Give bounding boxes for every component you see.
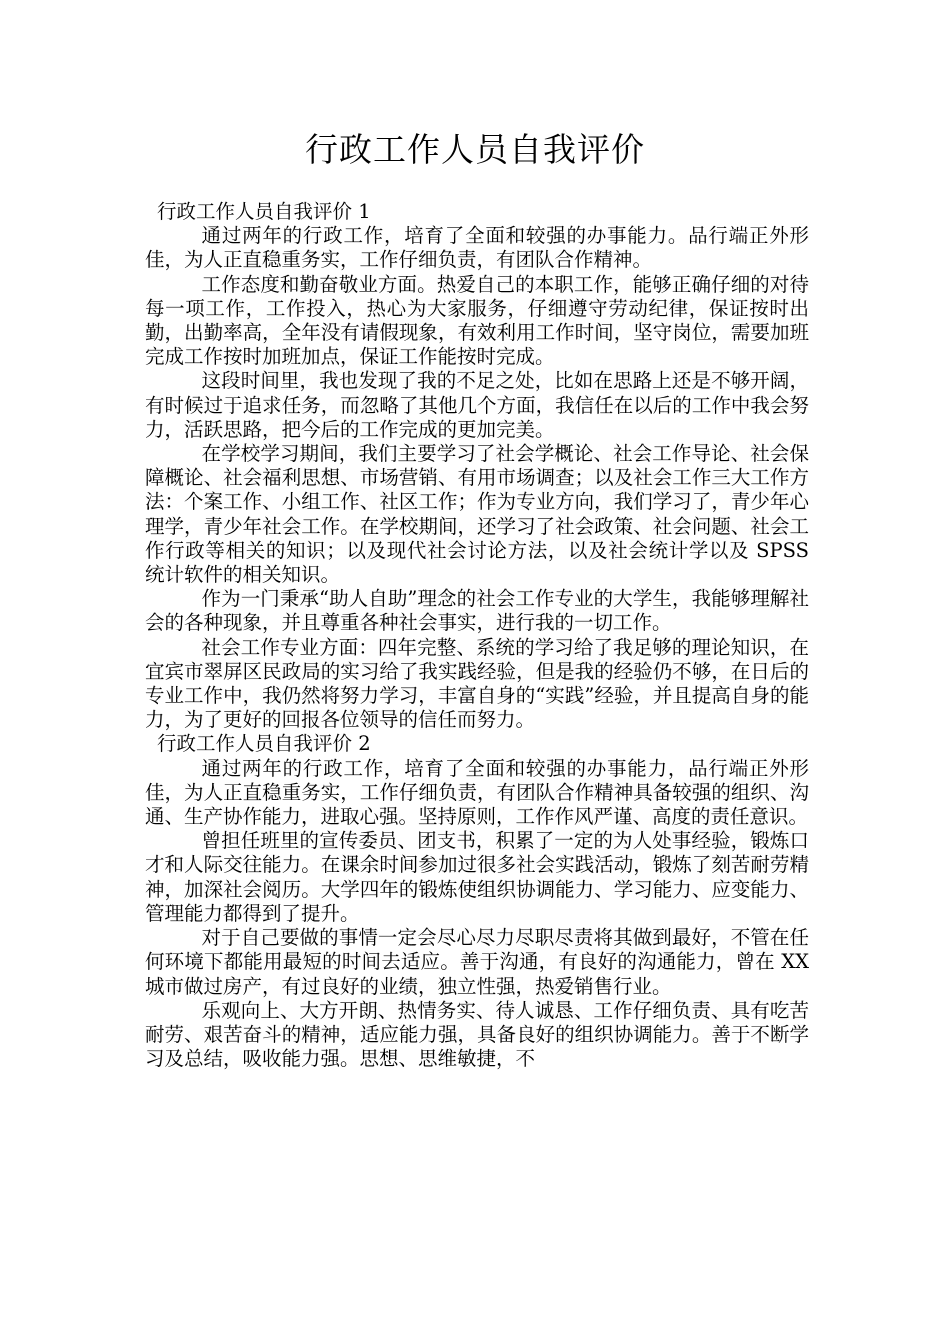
paragraph: 通过两年的行政工作，培育了全面和较强的办事能力，品行端正外形佳，为人正直稳重务实，工作仔细负责，有团队合作精神具备较强的组织、沟通、生产协作能力，进取心强。坚持原则，工作作风严谨、高度的责任意识。 bbox=[145, 756, 809, 829]
paragraph: 作为一门秉承“助人自助”理念的社会工作专业的大学生，我能够理解社会的各种现象，并且尊重各种社会事实，进行我的一切工作。 bbox=[145, 587, 809, 635]
section-heading-2: 行政工作人员自我评价 2 bbox=[157, 732, 371, 756]
document-title: 行政工作人员自我评价 bbox=[305, 130, 645, 169]
paragraph: 这段时间里，我也发现了我的不足之处，比如在思路上还是不够开阔，有时候过于追求任务，而忽略了其他几个方面，我信任在以后的工作中我会努力，活跃思路，把今后的工作完成的更加完美。 bbox=[145, 369, 809, 441]
paragraph: 社会工作专业方面：四年完整、系统的学习给了我足够的理论知识，在宜宾市翠屏区民政局的实习给了我实践经验，但是我的经验仍不够，在日后的专业工作中，我仍然将努力学习，丰富自身的“实践”经验，并且提高自身的能力，为了更好的回报各位领导的信任而努力。 bbox=[145, 635, 809, 732]
section-heading-1: 行政工作人员自我评价 1 bbox=[157, 200, 371, 223]
paragraph: 工作态度和勤奋敬业方面。热爱自己的本职工作，能够正确仔细的对待每一项工作，工作投入，热心为大家服务，仔细遵守劳动纪律，保证按时出勤，出勤率高，全年没有请假现象，有效利用工作时间，坚守岗位，需要加班完成工作按时加班加点，保证工作能按时完成。 bbox=[145, 272, 809, 369]
paragraph: 在学校学习期间，我们主要学习了社会学概论、社会工作导论、社会保障概论、社会福利思想、市场营销、有用市场调查；以及社会工作三大工作方法：个案工作、小组工作、社区工作；作为专业方向，我们学习了，青少年心理学，青少年社会工作。在学校期间，还学习了社会政策、社会问题、社会工作行政等相关的知识；以及现代社会讨论方法，以及社会统计学以及 SPSS 统计软件的相关知识。 bbox=[145, 442, 809, 587]
paragraph: 乐观向上、大方开朗、热情务实、待人诚恳、工作仔细负责、具有吃苦耐劳、艰苦奋斗的精神，适应能力强，具备良好的组织协调能力。善于不断学习及总结，吸收能力强。思想、思维敏捷，不 bbox=[145, 998, 809, 1071]
paragraph: 对于自己要做的事情一定会尽心尽力尽职尽责将其做到最好，不管在任何环境下都能用最短的时间去适应。善于沟通，有良好的沟通能力，曾在 XX 城市做过房产，有过良好的业绩，独立性强，热爱销售行业。 bbox=[145, 926, 809, 998]
paragraph: 通过两年的行政工作，培育了全面和较强的办事能力。品行端正外形佳，为人正直稳重务实，工作仔细负责，有团队合作精神。 bbox=[145, 224, 809, 272]
document-body bbox=[145, 200, 809, 1071]
paragraph: 曾担任班里的宣传委员、团支书，积累了一定的为人处事经验，锻炼口才和人际交往能力。在课余时间参加过很多社会实践活动，锻炼了刻苦耐劳精神，加深社会阅历。大学四年的锻炼使组织协调能力、学习能力、应变能力、管理能力都得到了提升。 bbox=[145, 829, 809, 925]
